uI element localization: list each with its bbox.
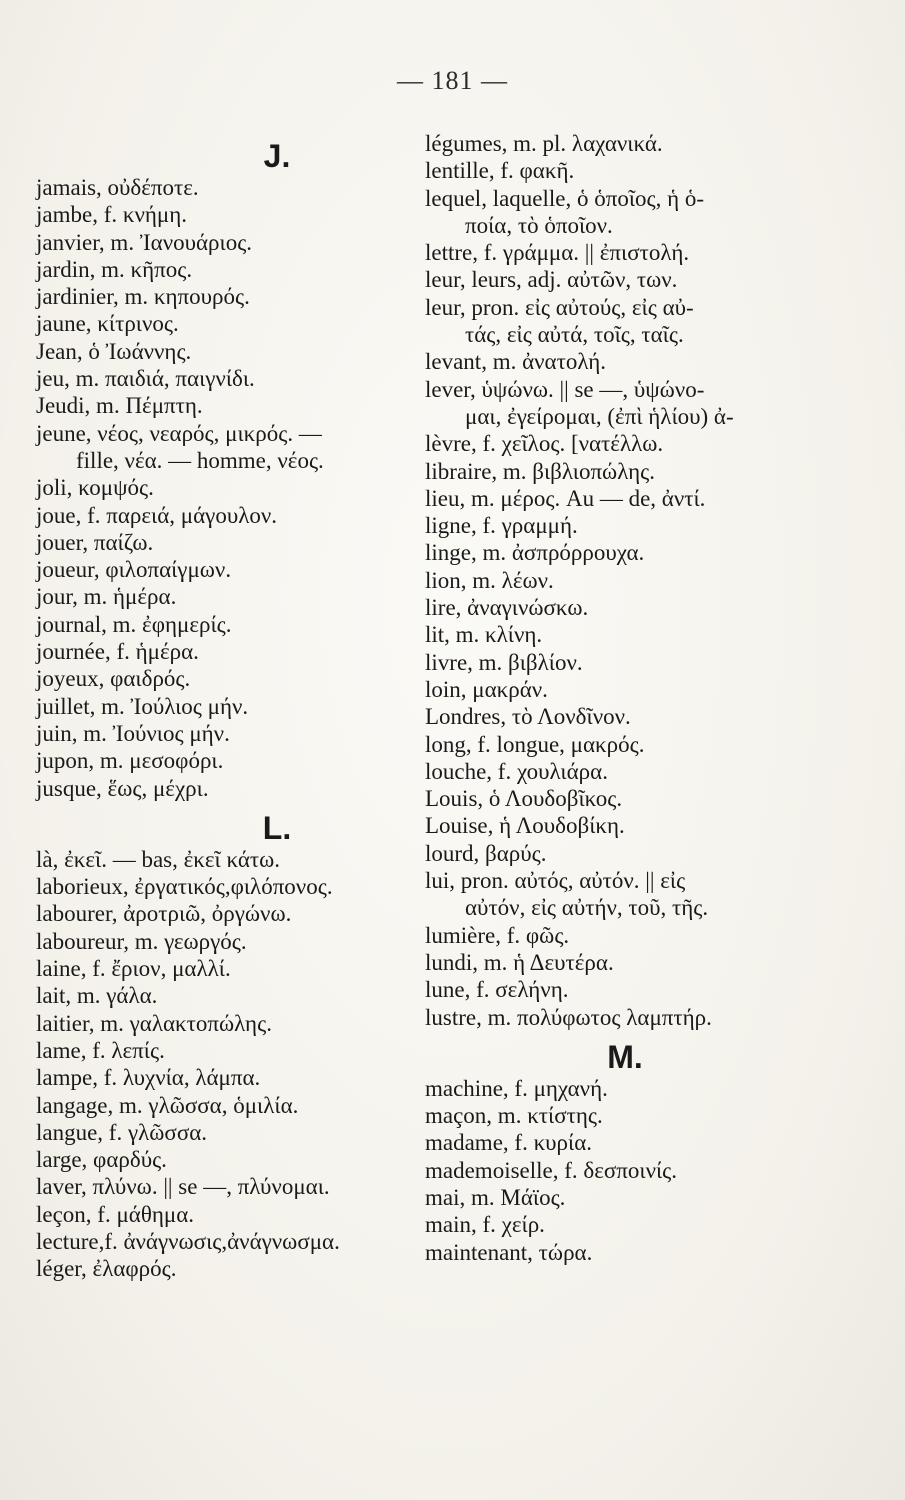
dictionary-entry: long, f. longue, μακρός. bbox=[425, 731, 645, 757]
section-letter-heading: J. bbox=[263, 138, 291, 174]
dictionary-entry: lettre, f. γράμμα. || ἐπιστολή. bbox=[425, 240, 690, 266]
dictionary-entry: laborieux, ἐργατικός,φιλόπονος. bbox=[36, 874, 333, 900]
dictionary-entry: jouer, παίζω. bbox=[36, 529, 154, 555]
dictionary-entry: jour, m. ἡμέρα. bbox=[36, 584, 177, 610]
dictionary-entry: laine, f. ἔριον, μαλλί. bbox=[36, 956, 231, 982]
dictionary-entry: louche, f. χουλιάρα. bbox=[425, 758, 608, 784]
dictionary-entry: lieu, m. μέρος. Au — de, ἀντί. bbox=[425, 485, 706, 511]
dictionary-entry-continuation: τάς, εἰς αὐτά, τοῖς, ταῖς. bbox=[465, 322, 684, 348]
dictionary-entry: ligne, f. γραμμή. bbox=[425, 513, 578, 539]
dictionary-entry: lune, f. σελήνη. bbox=[425, 977, 569, 1003]
right-column bbox=[425, 130, 825, 1266]
left-column bbox=[36, 130, 408, 1283]
dictionary-entry: lundi, m. ἡ Δευτέρα. bbox=[425, 949, 614, 975]
dictionary-entry: journée, f. ἡμέρα. bbox=[36, 639, 199, 665]
dictionary-entry: lourd, βαρύς. bbox=[425, 840, 547, 866]
dictionary-entry: laver, πλύνω. || se —, πλύνομαι. bbox=[36, 1174, 330, 1200]
dictionary-entry: levant, m. ἀνατολή. bbox=[425, 349, 607, 375]
dictionary-entry: lentille, f. φακῆ. bbox=[425, 158, 575, 184]
dictionary-entry: Louise, ἡ Λουδοβίκη. bbox=[425, 813, 625, 839]
dictionary-entry: lion, m. λέων. bbox=[425, 567, 554, 593]
dictionary-entry: lever, ὑψώνω. || se —, ὑψώνο- bbox=[425, 376, 705, 402]
dictionary-entry: lustre, m. πολύφωτος λαμπτήρ. bbox=[425, 1004, 712, 1030]
dictionary-entry: langage, m. γλῶσσα, ὁμιλία. bbox=[36, 1092, 299, 1118]
dictionary-entry: joueur, φιλοπαίγμων. bbox=[36, 557, 232, 583]
dictionary-entry: Louis, ὁ Λουδοβῖκος. bbox=[425, 786, 623, 812]
dictionary-entry: leur, pron. εἰς αὐτούς, εἰς αὐ- bbox=[425, 294, 694, 320]
section-letter-heading: L. bbox=[262, 809, 292, 846]
dictionary-entry: journal, m. ἐφημερίς. bbox=[36, 611, 232, 637]
section-letter-heading: M. bbox=[607, 1038, 643, 1075]
dictionary-entry: joli, κομψός. bbox=[36, 475, 154, 501]
dictionary-entry: lumière, f. φῶς. bbox=[425, 922, 570, 948]
dictionary-entry: maçon, m. κτίστης. bbox=[425, 1103, 603, 1129]
dictionary-entry: joue, f. παρειά, μάγουλον. bbox=[36, 502, 278, 528]
dictionary-entry: jeune, νέος, νεαρός, μικρός. — bbox=[36, 420, 322, 446]
dictionary-entry-continuation: ποία, τὸ ὁποῖον. bbox=[465, 212, 613, 238]
dictionary-entry: joyeux, φαιδρός. bbox=[36, 666, 191, 692]
dictionary-entry: lui, pron. αὐτός, αὐτόν. || εἰς bbox=[425, 868, 686, 894]
dictionary-entry-continuation: αὐτόν, εἰς αὐτήν, τοῦ, τῆς. bbox=[465, 895, 709, 921]
dictionary-entry: livre, m. βιβλίον. bbox=[425, 649, 583, 675]
page-number: — 181 — bbox=[397, 66, 508, 95]
dictionary-entry: jardin, m. κῆπος. bbox=[36, 256, 193, 282]
dictionary-entry: juillet, m. Ἰούλιος μήν. bbox=[36, 693, 249, 719]
dictionary-entry: jambe, f. κνήμη. bbox=[36, 202, 187, 228]
dictionary-entry: mademoiselle, f. δεσποινίς. bbox=[425, 1157, 678, 1183]
dictionary-entry-continuation: fille, νέα. — homme, νέος. bbox=[76, 447, 324, 473]
dictionary-entry: linge, m. ἀσπρόρρουχα. bbox=[425, 540, 645, 566]
dictionary-entry: maintenant, τώρα. bbox=[425, 1239, 593, 1265]
dictionary-entry-continuation: μαι, ἐγείρομαι, (ἐπὶ ἡλίου) ἀ- bbox=[465, 403, 734, 429]
dictionary-entry: laitier, m. γαλακτοπώλης. bbox=[36, 1010, 272, 1036]
dictionary-entry: Jean, ὁ Ἰωάννης. bbox=[36, 338, 192, 364]
dictionary-entry: large, φαρδύς. bbox=[36, 1147, 167, 1173]
dictionary-entry: leçon, f. μάθημα. bbox=[36, 1201, 195, 1227]
dictionary-entry: loin, μακράν. bbox=[425, 676, 548, 702]
dictionary-entry: lecture,f. ἀνάγνωσις,ἀνάγνωσμα. bbox=[36, 1228, 340, 1254]
dictionary-entry: machine, f. μηχανή. bbox=[425, 1075, 608, 1101]
dictionary-entry: là, ἐκεῖ. — bas, ἐκεῖ κάτω. bbox=[36, 846, 281, 872]
dictionary-entry: légumes, m. pl. λαχανικά. bbox=[425, 131, 663, 156]
dictionary-entry: langue, f. γλῶσσα. bbox=[36, 1119, 208, 1145]
dictionary-entry: jardinier, m. κηπουρός. bbox=[36, 284, 250, 310]
dictionary-entry: Londres, τὸ Λονδῖνον. bbox=[425, 704, 631, 730]
dictionary-entry: jusque, ἕως, μέχρι. bbox=[36, 775, 209, 801]
dictionary-entry: mai, m. Μάϊος. bbox=[425, 1184, 566, 1210]
dictionary-entry: lequel, laquelle, ὁ ὁποῖος, ἡ ὁ- bbox=[425, 185, 705, 211]
dictionary-entry: lampe, f. λυχνία, λάμπα. bbox=[36, 1065, 261, 1091]
dictionary-entry: lèvre, f. χεῖλος. [νατέλλω. bbox=[425, 431, 664, 457]
dictionary-entry: jeu, m. παιδιά, παιγνίδι. bbox=[36, 366, 255, 392]
dictionary-entry: Jeudi, m. Πέμπτη. bbox=[36, 393, 203, 419]
dictionary-entry: labourer, ἀροτριῶ, ὀργώνω. bbox=[36, 901, 292, 927]
dictionary-entry: lame, f. λεπίς. bbox=[36, 1037, 165, 1063]
dictionary-entry: juin, m. Ἰούνιος μήν. bbox=[36, 720, 230, 746]
dictionary-entry: lire, ἀναγινώσκω. bbox=[425, 595, 589, 621]
dictionary-entry: main, f. χείρ. bbox=[425, 1212, 545, 1238]
dictionary-entry: laboureur, m. γεωργός. bbox=[36, 928, 247, 954]
dictionary-entry: jupon, m. μεσοφόρι. bbox=[36, 748, 224, 774]
dictionary-entry: janvier, m. Ἰανουάριος. bbox=[36, 229, 253, 255]
dictionary-entry: jaune, κίτρινος. bbox=[36, 311, 179, 337]
dictionary-entry: léger, ἐλαφρός. bbox=[36, 1256, 177, 1282]
dictionary-entry: madame, f. κυρία. bbox=[425, 1130, 593, 1156]
dictionary-entry: lit, m. κλίνη. bbox=[425, 622, 543, 648]
dictionary-entry: lait, m. γάλα. bbox=[36, 983, 158, 1009]
dictionary-entry: libraire, m. βιβλιοπώλης. bbox=[425, 458, 656, 484]
dictionary-entry: jamais, οὐδέποτε. bbox=[36, 175, 199, 200]
dictionary-entry: leur, leurs, adj. αὐτῶν, των. bbox=[425, 267, 678, 293]
